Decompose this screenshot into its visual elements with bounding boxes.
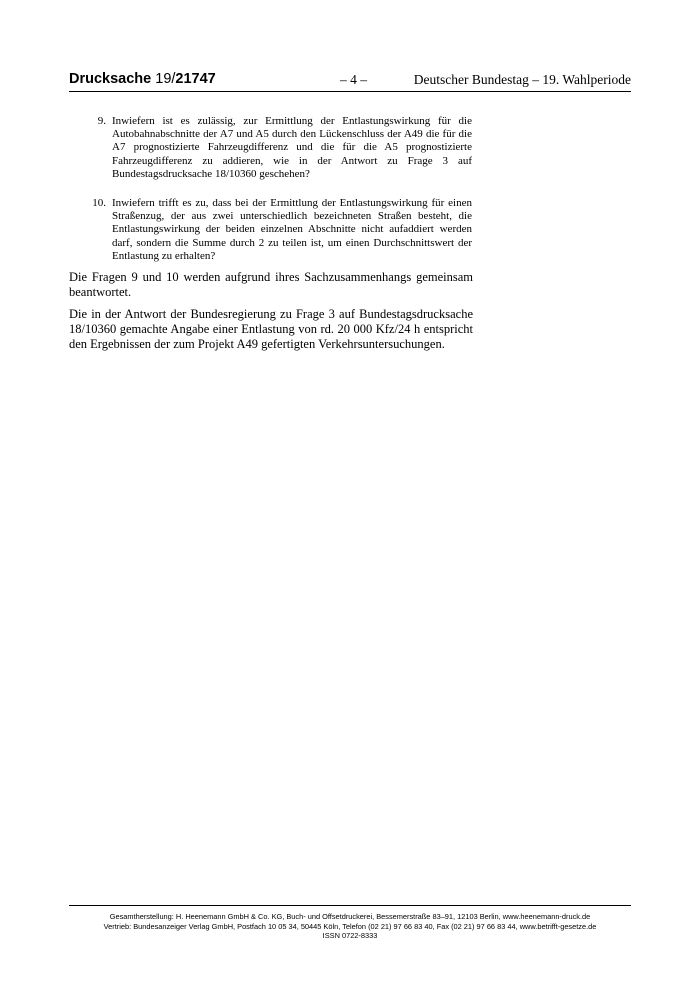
footer-issn: ISSN 0722-8333 [322, 931, 378, 941]
question-number: 10. [92, 197, 106, 210]
question-10 [92, 197, 472, 263]
document-period: 19/ [155, 71, 176, 87]
answer-paragraph: Die Fragen 9 und 10 werden aufgrund ihres Sachzusammenhangs gemeinsam beantwortet. [69, 270, 473, 299]
institution-period: Deutscher Bundestag – 19. Wahlperiode [413, 72, 631, 87]
footer-distribution-line: Vertrieb: Bundesanzeiger Verlag GmbH, Postfach 10 05 34, 50445 Köln, Telefon (02 21) 97 66 83 40, Fax (02 21) 97 66 83 44, www.betrifft-gesetze.de [103, 921, 597, 931]
page-footer [69, 912, 631, 941]
question-text: Inwiefern ist es zulässig, zur Ermittlung der Entlastungswirkung für die Autobahnabschnitte der A7 und A5 durch den Lückenschluss der A49 die für die A7 prognostizierte Fahrzeugdifferenz und die für die A5 prognostizierte Fahrzeugdifferenz zu addieren, wie in der Antwort zu Frage 3 auf Bundestagsdrucksache 18/10360 geschehen? [112, 115, 472, 180]
document-id: 21747 [175, 71, 216, 87]
question-number: 9. [97, 115, 106, 127]
document-label: Drucksache [69, 71, 152, 87]
answer-paragraph: Die in der Antwort der Bundesregierung zu Frage 3 auf Bundestagsdrucksache 18/10360 gemachte Angabe einer Entlastung von rd. 20 000 Kfz/24 h entspricht den Ergebnissen der zum Projekt A49 gefertigten Verkehrsuntersuchungen. [69, 307, 473, 351]
question-text: Inwiefern trifft es zu, dass bei der Ermittlung der Entlastungswirkung für einen Straßenzug, der aus zwei unterschiedlich bezeichneten Straßen besteht, die Entlastungswirkung der beiden einzelnen Abschnitte nicht aufaddiert werden darf, sondern die Summe durch 2 zu teilen ist, um einen Durchschnittswert der Entlastung zu erhalten? [112, 197, 472, 262]
footer-divider [69, 905, 631, 906]
question-list [92, 115, 472, 279]
page-number: – 4 – [340, 72, 367, 87]
footer-production-line: Gesamtherstellung: H. Heenemann GmbH & Co. KG, Buch- und Offsetdruckerei, Bessemerstraße 83–91, 12103 Berlin, www.heenemann-druck.de [109, 912, 591, 921]
page-header [69, 71, 631, 92]
document-number [69, 71, 216, 88]
answer-section [69, 270, 473, 359]
question-9 [97, 115, 472, 181]
